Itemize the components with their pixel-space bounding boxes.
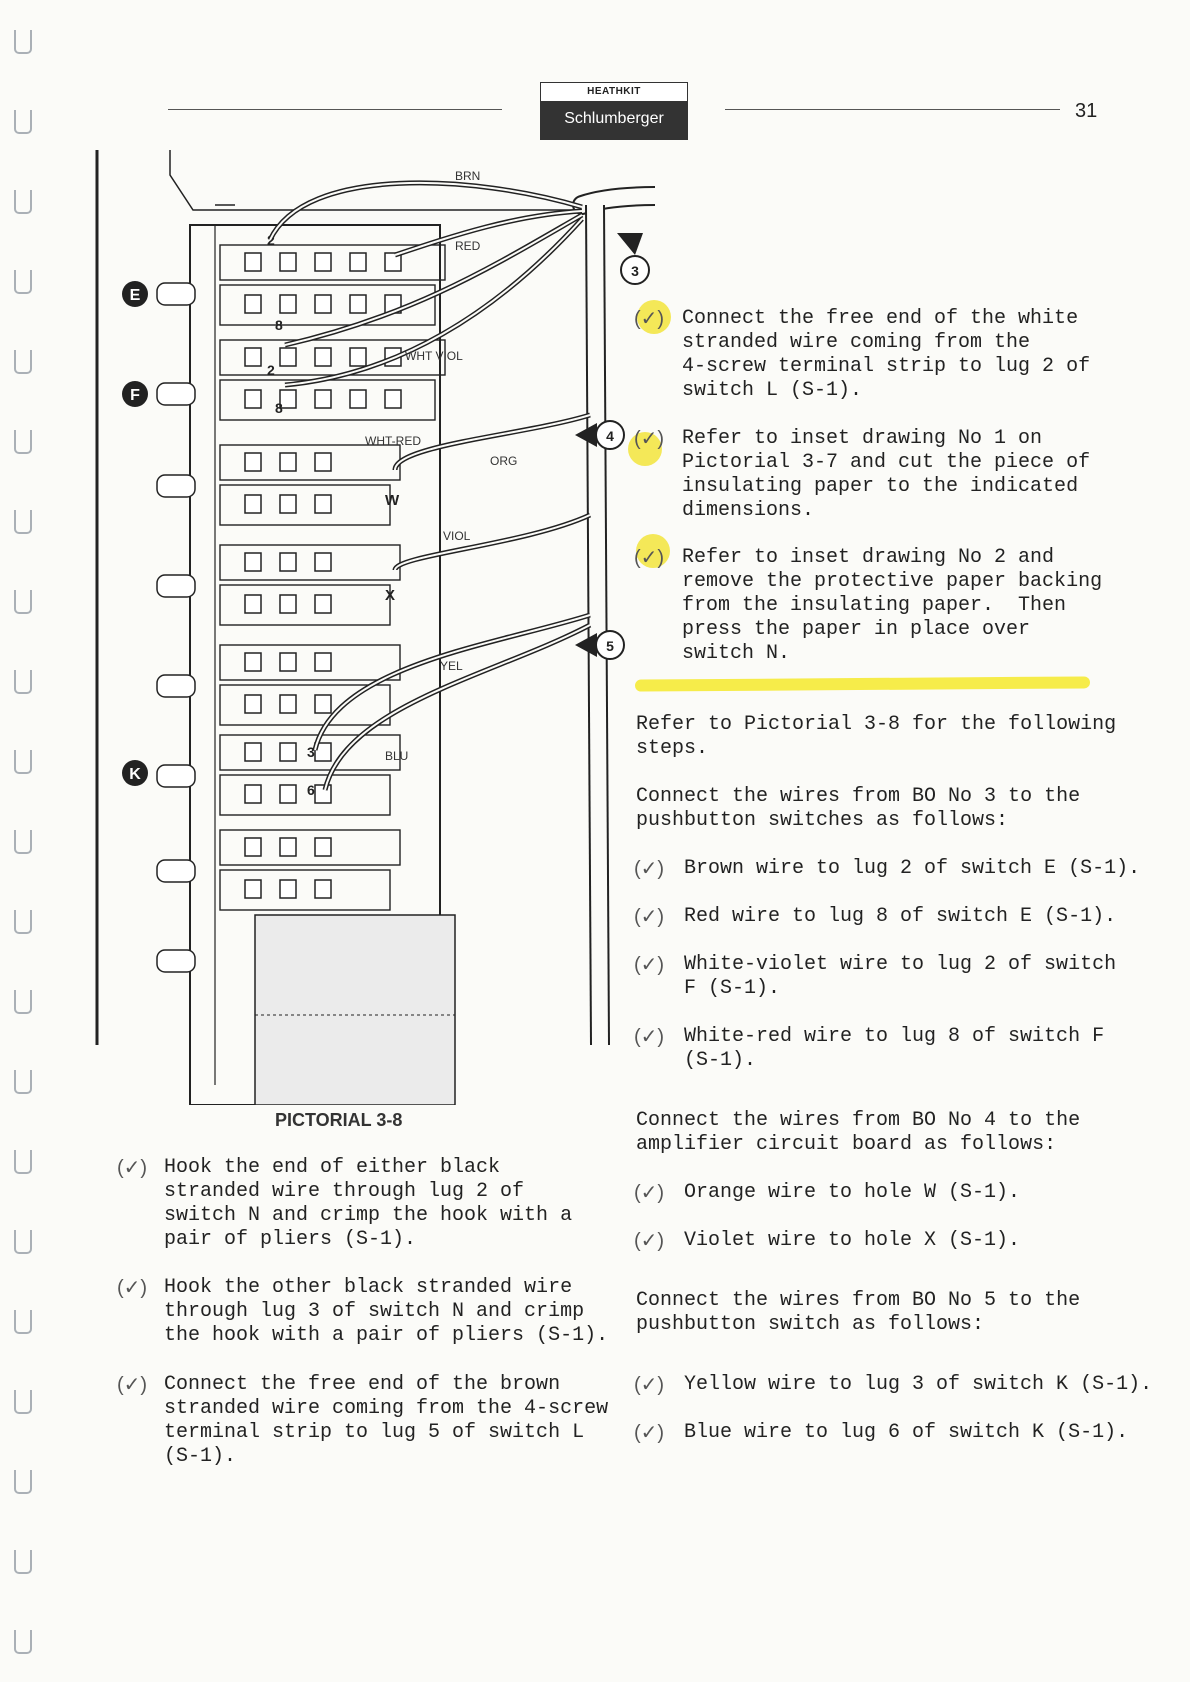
- breakout-marker-4: [575, 421, 624, 449]
- breakout-label: 4: [606, 428, 614, 444]
- binding-hole: [14, 30, 32, 54]
- wire-label: ORG: [490, 454, 518, 468]
- step-text: Brown wire to lug 2 of switch E (S-1).: [684, 857, 1141, 880]
- binding-hole: [14, 830, 32, 854]
- step-checkbox[interactable]: (✓): [634, 1026, 665, 1048]
- lug-label: 6: [307, 782, 315, 798]
- binding-hole: [14, 510, 32, 534]
- header-rule-left: [168, 109, 502, 110]
- step-checkbox[interactable]: (✓): [117, 1157, 148, 1179]
- step-text: Hook the end of either black stranded wire through lug 2 of switch N and crimp the hook with a pair of pliers (S-1).: [164, 1156, 573, 1251]
- lug-label: 3: [307, 744, 315, 760]
- logo-brand-top: HEATHKIT: [587, 86, 641, 97]
- binding-hole: [14, 430, 32, 454]
- breakout-marker-5: [575, 631, 624, 659]
- step-checkbox[interactable]: (✓): [634, 858, 665, 880]
- step-text: Connect the free end of the white stranded wire coming from the 4-screw terminal strip to lug 2 of switch L (S-1).: [682, 307, 1091, 402]
- step-text: Refer to inset drawing No 1 on Pictorial 3-7 and cut the piece of insulating paper to the indicated dimensions.: [682, 427, 1091, 522]
- step-text: White-red wire to lug 8 of switch F (S-1).: [684, 1025, 1105, 1072]
- figure-caption: PICTORIAL 3-8: [275, 1110, 403, 1130]
- step-checkbox[interactable]: (✓): [634, 954, 665, 976]
- binding-hole: [14, 190, 32, 214]
- switch-lugs: [245, 253, 401, 898]
- step-text: Orange wire to hole W (S-1).: [684, 1181, 1021, 1204]
- wire-label: VIOL: [443, 529, 471, 543]
- binding-hole: [14, 1390, 32, 1414]
- step-text: Hook the other black stranded wire through lug 3 of switch N and crimp the hook with a pair of pliers (S-1).: [164, 1276, 609, 1347]
- binding-hole: [14, 1630, 32, 1654]
- wire-label: BLU: [385, 749, 409, 763]
- group-intro: Connect the wires from BO No 3 to the pushbutton switches as follows:: [636, 785, 1081, 832]
- breakout-marker-3: [617, 233, 649, 284]
- heathkit-logo: [540, 82, 688, 140]
- binding-hole: [14, 270, 32, 294]
- binding-hole: [14, 990, 32, 1014]
- step-checkbox[interactable]: (✓): [117, 1374, 148, 1396]
- step-checkbox[interactable]: (✓): [634, 1374, 665, 1396]
- binding-hole: [14, 1150, 32, 1174]
- step-text: Connect the free end of the brown stranded wire coming from the 4-screw terminal strip to lug 5 of switch L (S-1).: [164, 1373, 609, 1468]
- step-text: Refer to inset drawing No 2 and remove the protective paper backing from the insulating paper. Then press the paper in place over switch N.: [682, 546, 1103, 665]
- group-intro: Connect the wires from BO No 5 to the pushbutton switch as follows:: [636, 1289, 1081, 1336]
- binding-hole: [14, 910, 32, 934]
- binding-hole: [14, 590, 32, 614]
- section-intro: Refer to Pictorial 3-8 for the following steps.: [636, 713, 1117, 760]
- step-text: Blue wire to lug 6 of switch K (S-1).: [684, 1421, 1129, 1444]
- step-text: Yellow wire to lug 3 of switch K (S-1).: [684, 1373, 1153, 1396]
- step-checkbox[interactable]: (✓): [634, 906, 665, 928]
- binding-hole: [14, 1550, 32, 1574]
- pictorial-diagram: [95, 145, 655, 1105]
- step-text: White-violet wire to lug 2 of switch F (S-1).: [684, 953, 1117, 1000]
- step-checkbox[interactable]: (✓): [634, 1230, 665, 1252]
- binding-hole: [14, 1470, 32, 1494]
- logo-brand-bottom: Schlumberger: [541, 101, 687, 139]
- wire-label: RED: [455, 239, 481, 253]
- step-text: Violet wire to hole X (S-1).: [684, 1229, 1021, 1252]
- highlighter-mark: [635, 676, 1090, 691]
- lug-label: 8: [275, 317, 283, 333]
- breakout-label: 3: [631, 263, 639, 279]
- binding-hole: [14, 670, 32, 694]
- switch-row: [220, 245, 445, 910]
- step-checkbox[interactable]: (✓): [634, 308, 665, 330]
- switch-label-k: K: [129, 766, 141, 783]
- step-text: Red wire to lug 8 of switch E (S-1).: [684, 905, 1117, 928]
- breakout-label: 5: [606, 638, 614, 654]
- binding-hole: [14, 1070, 32, 1094]
- lug-label: 2: [267, 232, 275, 248]
- binding-hole: [14, 750, 32, 774]
- binding-hole: [14, 110, 32, 134]
- step-checkbox[interactable]: (✓): [634, 1422, 665, 1444]
- lug-label: 2: [267, 362, 275, 378]
- wire-label: WHT VIOL: [405, 349, 463, 363]
- step-checkbox[interactable]: (✓): [634, 428, 665, 450]
- wire-label: YEL: [440, 659, 463, 673]
- binding-hole: [14, 350, 32, 374]
- wire-label: WHT-RED: [365, 434, 421, 448]
- lug-label: 8: [275, 400, 283, 416]
- step-checkbox[interactable]: (✓): [117, 1277, 148, 1299]
- binding-strip: [0, 0, 52, 1682]
- group-intro: Connect the wires from BO No 4 to the amplifier circuit board as follows:: [636, 1109, 1081, 1156]
- wire-label: BRN: [455, 169, 481, 183]
- page-number: 31: [1075, 100, 1098, 122]
- header-rule-right: [725, 109, 1060, 110]
- step-checkbox[interactable]: (✓): [634, 547, 665, 569]
- switch-label-f: F: [130, 387, 140, 404]
- binding-hole: [14, 1310, 32, 1334]
- step-checkbox[interactable]: (✓): [634, 1182, 665, 1204]
- binding-hole: [14, 1230, 32, 1254]
- hole-label-w: W: [385, 492, 400, 509]
- switch-label-e: E: [129, 287, 141, 304]
- hole-label-x: X: [385, 587, 396, 604]
